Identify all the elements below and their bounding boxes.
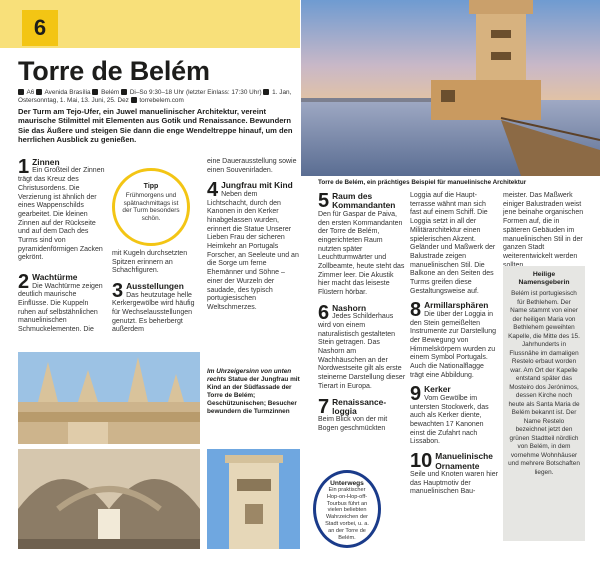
item-number: 4 [207, 179, 219, 202]
transit: Belém [101, 89, 120, 96]
item-text: Das heutzutage helle Kerkergewölbe wird häufig für Wechselausstellungen genutzt. Es beherbergt außerdem [112, 291, 195, 334]
item-title: Wachtürme [32, 272, 78, 283]
hero-photo-tower [301, 0, 600, 176]
list-item [318, 395, 406, 434]
image-caption [207, 368, 300, 416]
chapter-header-band [0, 0, 300, 48]
item-title: Jungfrau mit Kind [221, 180, 293, 191]
photo-battlements [18, 352, 200, 444]
item-text: Die über der Loggia in den Stein gemeißelten Instrumente zur Darstellung der Bewegung von Himmelskörpern wurden zu einem Symbol Portugals. Auch die Nationalflagge trägt eine Abbildung. [410, 310, 496, 379]
sidebar-text: Belém ist portugiesisch für Bethlehem. Der Name stammt von einer der heiligen Maria von Bethlehem geweihten Kapelle, die Mitte des 15. Jahrhunderts in Flussnähe im damaligen Restelo erbaut worden war. Am Ort der Kapelle entstand später das Mosteiro dos Jerónimos, dessen Kirche noch heute als Santa Maria de Belém bekannt ist. Der Name Restelo bezeichnet jetzt den grünen Stadtteil nördlich von Belém, in dem vornehme Wohnhäuser und mehrere Botschaften liegen. [508, 290, 580, 476]
sidebar-box [503, 266, 585, 541]
column-4 [318, 192, 406, 434]
column-1 [18, 158, 106, 335]
address-icon [36, 89, 42, 95]
item-number: 1 [18, 156, 30, 178]
item-title: Manuelinische Ornamente [435, 451, 493, 471]
item-number: 2 [18, 271, 30, 294]
list-item [112, 282, 200, 335]
closed-icon [263, 89, 269, 95]
closed-days: 1. Jan, Ostersonntag, 1. Mai, 13. Juni, 25. Dez [18, 89, 292, 105]
item-number: 9 [410, 383, 422, 406]
hero-caption: Torre de Belém, ein prächtiges Beispiel für manuelinische Architektur [318, 179, 527, 186]
address: Avenida Brasília [44, 89, 91, 96]
item-number: 8 [410, 299, 422, 322]
transit-icon [92, 89, 98, 95]
on-the-way-title: Unterwegs [330, 480, 364, 487]
column-2-continuation: mit Kugeln durchsetzten Spitzen erinnern an Schachfiguren. [112, 250, 188, 275]
item-number: 7 [318, 395, 330, 418]
list-item [18, 273, 106, 335]
photo-tower-facade [207, 449, 300, 549]
on-the-way-badge [313, 470, 381, 548]
item-title: Ausstellungen [126, 281, 184, 292]
image-caption-text: Statue der Jungfrau mit Kind an der Südfassade der Torre de Belém; Geschützunischen; Besucher bewundern die Turmzinnen [207, 376, 300, 415]
item-text: Den für Gaspar de Paiva, den ersten Kommandanten der Torre de Belém, eingerichteten Raum nutzten später Leuchtturmwärter und Zollbeamte, heute steht das Zimmer leer. Die Akustik hier macht das leiseste Flüstern hörbar. [318, 210, 405, 297]
list-item [207, 181, 300, 312]
website[interactable]: torrebelem.com [139, 97, 184, 105]
item-title: Kerker [424, 384, 451, 395]
page-title: Torre de Belém [18, 56, 210, 86]
item-text: Neben dem Lichtschacht, durch den Kanonen in den Kerker hinabgelassen wurden, erinnert die Statue Unserer Lieben Frau der sicheren Heimkehr an Portugals Forscher, an Seeleute und an die Sorge um ferne Ehemänner und Söhne – einer der Wurzeln der saudade, des typisch portugiesischen Weltschmerzes. [207, 190, 299, 311]
photo-vaulted-interior [18, 449, 200, 549]
item-text: Ein Großteil der Zinnen trägt das Kreuz des Christusordens. Die Verzierung ist ähnlich der eines Wappenschilds gearbeitet. Die kleinen Zinnen auf der Rückseite und auf dem Dach des Turms sind von pyramidenförmigen Zacken gekrönt. [18, 167, 105, 262]
intro-text: Der Turm am Tejo-Ufer, ein Juwel manuelinischer Architektur, vereint maurische Stilmittel mit Elementen aus Gotik und Renaissance. Bewundern Sie das Äußere und steigen Sie dann die enge Wendeltreppe hinauf, um den herrlichen Ausblick zu genießen. [18, 107, 293, 144]
list-item [318, 192, 406, 298]
list-item [410, 301, 498, 380]
list-item [318, 301, 406, 392]
column-5-continuation: Loggia auf die Hauptterrasse wähnt man sich fast auf einem Schiff. Die Loggia setzt in all der Militärarchitektur einen spielerischen Akzent. Geländer und Maßwerk der Balustrade zeigen manuelinischen Stil. Die Balkone an den Seiten des Turms greifen diese Gestaltungsweise auf. [410, 192, 496, 295]
tip-badge [112, 168, 190, 246]
list-item [410, 452, 498, 497]
item-title: Armillarsphären [424, 300, 489, 311]
tip-title: Tipp [143, 183, 159, 190]
column-6 [503, 192, 585, 270]
item-title: Raum des Kommandanten [332, 191, 396, 211]
item-text: Beim Blick von der mit Bogen geschmückten [318, 416, 388, 433]
item-text: Vom Gewölbe im untersten Stockwerk, das auch als Kerker diente, bewachten 17 Kanonen einst die Zufahrt nach Lissabon. [410, 394, 489, 446]
clock-icon [121, 89, 127, 95]
tip-text: Frühmorgens und spätnachmittags ist der Turm besonders schön. [122, 192, 180, 222]
item-text: Jedes Schilderhaus wird von einem naturalistisch gestalteten Stein getragen. Das Nashorn am Wachhäuschen an der Nordwestseite gilt als erste steinerne Darstellung dieser Tierart in Europa. [318, 313, 406, 390]
column-3 [207, 158, 300, 313]
item-number: 6 [318, 301, 330, 324]
image-caption-label: Im Uhrzeigersinn von unten rechts [207, 368, 292, 383]
chapter-number: 6 [22, 10, 58, 46]
info-line [18, 89, 298, 105]
column-5 [410, 192, 498, 497]
opening-hours: Di–So 9:30–18 Uhr (letzter Einlass: 17:30 Uhr) [129, 89, 262, 96]
item-number: 3 [112, 280, 124, 303]
item-number: 10 [410, 450, 433, 473]
item-title: Zinnen [32, 157, 60, 167]
list-item [410, 385, 498, 447]
sidebar-title: Heilige Namensgeberin [518, 271, 570, 286]
column-2 [112, 250, 200, 335]
item-title: Renaissance-loggia [332, 396, 387, 416]
list-item [18, 158, 106, 263]
website-icon [131, 97, 137, 103]
map-ref: A6 [26, 89, 35, 96]
item-title: Nashorn [332, 302, 367, 313]
map-pin-icon [18, 89, 24, 95]
on-the-way-text: Ein praktischer Hop-on-Hop-off-Tourbus führt an vielen beliebten Wahrzeichen der Stadt vorbei, u. a. an der Torre de Belém. [325, 487, 369, 541]
column-6-continuation: meister. Das Maßwerk einiger Balustraden weist jene beinahe organischen Formen auf, die in späteren Gebäuden im manuelinischen Stil in der ganzen Stadt weiterentwickelt werden [503, 192, 584, 260]
item-text: Die Wachtürme zeigen deutlich maurische Einflüsse. Die Kuppeln ruhen auf selbstähnlichen manuelinischen Schmuckelementen. Die [18, 282, 103, 334]
column-3-continuation: eine Dauerausstellung sowie einen Souvenirladen. [207, 158, 297, 174]
item-text: Seile und Knoten waren hier das Hauptmotiv der manuelinischen Bau- [410, 470, 498, 496]
item-number: 5 [318, 190, 330, 212]
